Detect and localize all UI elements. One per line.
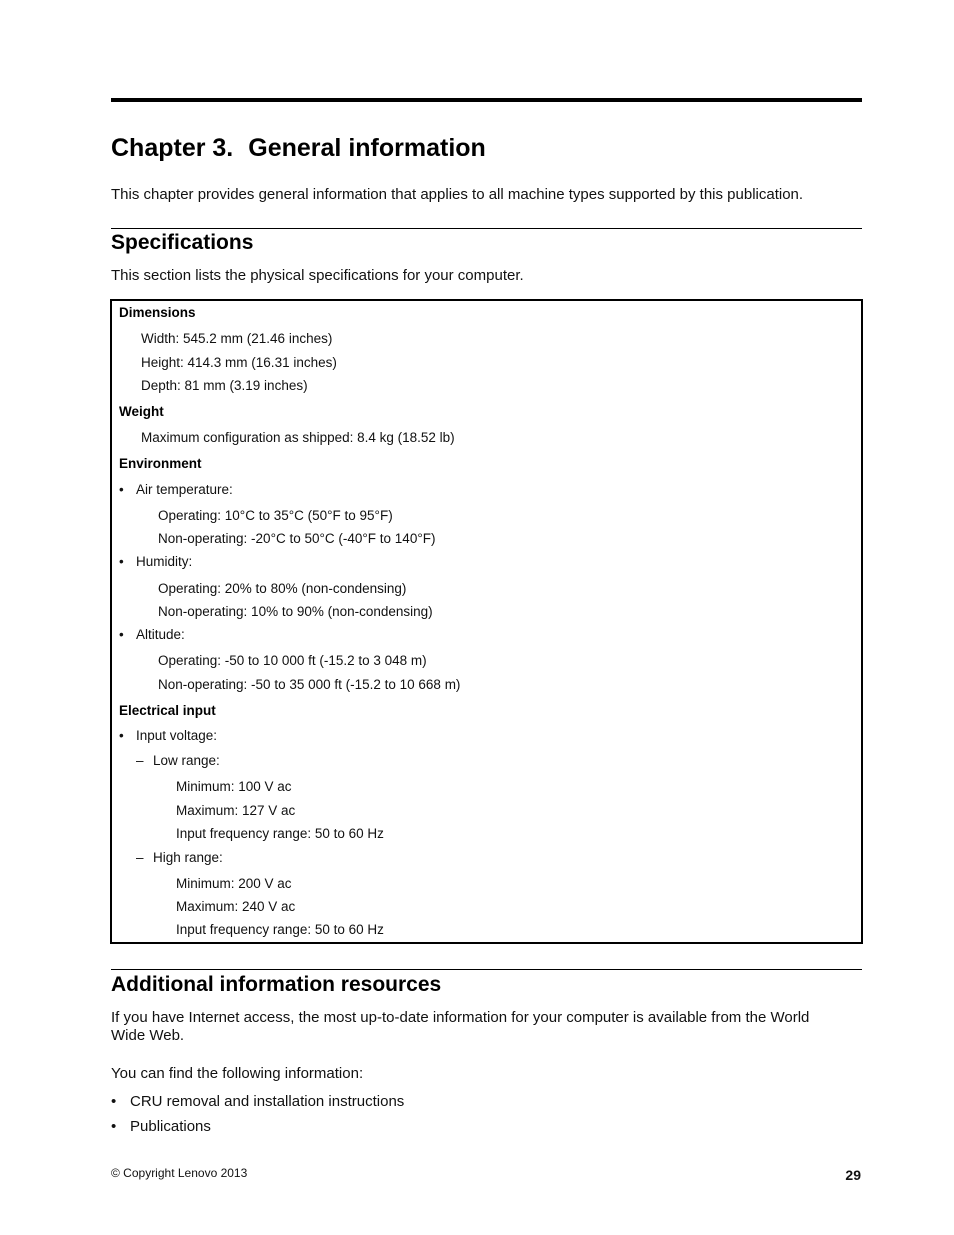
humidity-nonoperating: Non-operating: 10% to 90% (non-condensing)	[158, 604, 433, 619]
specifications-table	[110, 299, 863, 944]
low-range-minimum: Minimum: 100 V ac	[176, 779, 292, 794]
low-range-label: Low range:	[153, 753, 220, 768]
weight-max: Maximum configuration as shipped: 8.4 kg (18.52 lb)	[141, 430, 455, 445]
resources-intro-line1: If you have Internet access, the most up-to-date information for your computer is available from the World	[111, 1009, 810, 1026]
chapter-intro: This chapter provides general information that applies to all machine types supported by this publication.	[111, 186, 804, 203]
bullet-marker: •	[119, 482, 124, 497]
chapter-top-rule	[111, 98, 862, 102]
dash-marker: –	[136, 850, 144, 865]
chapter-number: Chapter 3.	[111, 134, 234, 162]
high-range-minimum: Minimum: 200 V ac	[176, 876, 292, 891]
resources-intro-line2: Wide Web.	[111, 1027, 185, 1044]
chapter-title	[111, 134, 486, 163]
altitude-nonoperating: Non-operating: -50 to 35 000 ft (-15.2 to 10 668 m)	[158, 677, 461, 692]
list-item: CRU removal and installation instructions	[130, 1093, 405, 1110]
specifications-heading: Specifications	[111, 231, 254, 254]
high-range-label: High range:	[153, 850, 223, 865]
low-range-frequency: Input frequency range: 50 to 60 Hz	[176, 826, 384, 841]
air-nonoperating: Non-operating: -20°C to 50°C (-40°F to 140°F)	[158, 531, 436, 546]
high-range-frequency: Input frequency range: 50 to 60 Hz	[176, 922, 384, 937]
dimension-height: Height: 414.3 mm (16.31 inches)	[141, 355, 337, 370]
input-voltage-label: Input voltage:	[136, 728, 218, 743]
humidity-operating: Operating: 20% to 80% (non-condensing)	[158, 581, 407, 596]
dimension-depth: Depth: 81 mm (3.19 inches)	[141, 378, 308, 393]
altitude-label: Altitude:	[136, 627, 185, 642]
specifications-intro: This section lists the physical specifications for your computer.	[111, 267, 524, 284]
humidity-label: Humidity:	[136, 554, 193, 569]
bullet-marker: •	[119, 728, 124, 743]
specifications-rule	[111, 228, 862, 229]
environment-heading: Environment	[119, 456, 202, 471]
high-range-maximum: Maximum: 240 V ac	[176, 899, 296, 914]
copyright-notice: © Copyright Lenovo 2013	[111, 1166, 248, 1180]
electrical-heading: Electrical input	[119, 703, 216, 718]
low-range-maximum: Maximum: 127 V ac	[176, 803, 296, 818]
resources-find-text: You can find the following information:	[111, 1065, 364, 1082]
dash-marker: –	[136, 753, 144, 768]
bullet-marker: •	[111, 1118, 117, 1135]
dimension-width: Width: 545.2 mm (21.46 inches)	[141, 331, 333, 346]
bullet-marker: •	[119, 627, 124, 642]
resources-heading: Additional information resources	[111, 973, 442, 996]
bullet-marker: •	[119, 554, 124, 569]
dimensions-heading: Dimensions	[119, 305, 196, 320]
chapter-name: General information	[248, 134, 486, 162]
air-temperature-label: Air temperature:	[136, 482, 233, 497]
air-operating: Operating: 10°C to 35°C (50°F to 95°F)	[158, 508, 393, 523]
page-number: 29	[845, 1167, 861, 1183]
bullet-marker: •	[111, 1093, 117, 1110]
weight-heading: Weight	[119, 404, 164, 419]
altitude-operating: Operating: -50 to 10 000 ft (-15.2 to 3 048 m)	[158, 653, 427, 668]
resources-rule	[111, 969, 862, 970]
list-item: Publications	[130, 1118, 211, 1135]
